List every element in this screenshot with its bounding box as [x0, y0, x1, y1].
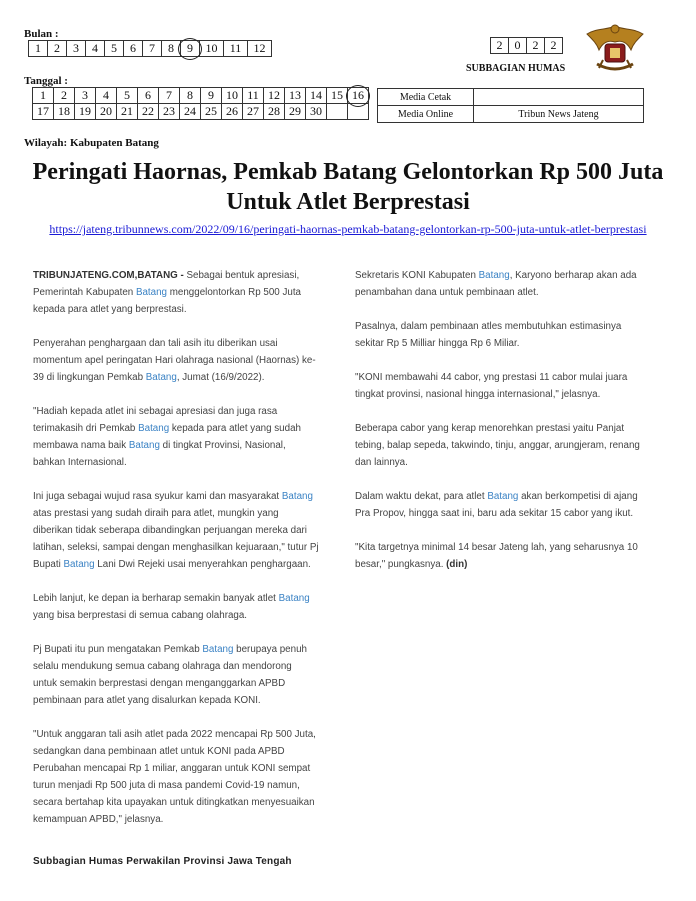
article-title: Peringati Haornas, Pemkab Batang Gelontorkan Rp 500 Juta Untuk Atlet Berprestasi [32, 159, 664, 215]
paragraph-text: Sebagai bentuk apresiasi, [186, 270, 300, 281]
paragraph-text: secara bertahap kita upayakan untuk ditingkatkan menyesuaikan [33, 797, 315, 808]
article-paragraph [33, 590, 338, 624]
date-cell: 25 [201, 104, 222, 120]
date-cell: 23 [159, 104, 180, 120]
article-paragraph [33, 641, 338, 709]
date-cell: 14 [306, 88, 327, 104]
paragraph-text: Lebih lanjut, ke depan ia berharap semakin banyak atlet [33, 593, 279, 604]
date-cell [348, 104, 369, 120]
paragraph-text: momentum apel peringatan Hari olahraga nasional (Haornas) ke- [33, 355, 316, 366]
paragraph-text: "KONI membawahi 44 cabor, yng prestasi 11 cabor mulai juara [355, 372, 628, 383]
paragraph-text: atas prestasi yang sudah diraih para atlet, mungkin yang [33, 508, 279, 519]
month-cell: 5 [105, 41, 124, 57]
date-cell: 4 [96, 88, 117, 104]
paragraph-text: diberikan tidak seberapa dibandingkan perjuangan mereka dari [33, 525, 307, 536]
paragraph-text: Pj Bupati itu pun mengatakan Pemkab [33, 644, 203, 655]
date-cell: 7 [159, 88, 180, 104]
date-cell: 20 [96, 104, 117, 120]
media-cetak-value [474, 89, 644, 106]
date-cell: 30 [306, 104, 327, 120]
paragraph-text: tebing, balap sepeda, takwindo, tinju, anggar, arungjeram, renang [355, 440, 640, 451]
date-cell: 29 [285, 104, 306, 120]
month-grid [28, 40, 272, 57]
paragraph-text: terimakasih dri Pemkab [33, 423, 139, 434]
date-cell: 2 [54, 88, 75, 104]
date-cell: 12 [264, 88, 285, 104]
paragraph-text: bahkan Internasional. [33, 457, 127, 468]
date-cell: 11 [243, 88, 264, 104]
paragraph-text: untuk semakin berprestasi dengan menganggarkan APBD [33, 678, 286, 689]
footer-label: Subbagian Humas Perwakilan Provinsi Jawa Tengah [33, 856, 292, 867]
paragraph-text: kepada para atlet yang sudah [169, 423, 301, 434]
paragraph-text: selalu mendukung semua cabang olahraga dan mendorong [33, 661, 292, 672]
year-digit-cell: 2 [527, 38, 545, 54]
paragraph-text: "Untuk anggaran tali asih atlet pada 2022 mencapai Rp 500 Juta, [33, 729, 316, 740]
paragraph-text: Lani Dwi Rejeki usai menyerahkan penghargaan. [94, 559, 311, 570]
paragraph-text: berupaya penuh [233, 644, 307, 655]
date-cell: 27 [243, 104, 264, 120]
article-paragraph [33, 403, 338, 471]
paragraph-text: "Hadiah kepada atlet ini sebagai apresiasi dan juga rasa [33, 406, 278, 417]
date-cell: 19 [75, 104, 96, 120]
paragraph-text: sedangkan dana pembinaan atlet untuk KONI pada APBD [33, 746, 285, 757]
paragraph-text: kemampuan APBD," jelasnya. [33, 814, 164, 825]
article-paragraph [33, 267, 338, 318]
batang-link[interactable]: Batang [202, 644, 234, 655]
paragraph-text: Perubahan mencapai Rp 1 miliar, anggaran untuk KONI sempat [33, 763, 311, 774]
paragraph-text: di tingkat Provinsi, Nasional, [159, 440, 286, 451]
tanggal-label: Tanggal : [24, 75, 68, 87]
paragraph-text: Pasalnya, dalam pembinaan atles membutuhkan estimasinya [355, 321, 622, 332]
date-cell: 5 [117, 88, 138, 104]
batang-link[interactable]: Batang [128, 440, 160, 451]
month-cell: 8 [162, 41, 181, 57]
paragraph-text: turun menjadi Rp 500 juta di masa pandemi Covid-19 namun, [33, 780, 300, 791]
month-cell: 3 [67, 41, 86, 57]
garuda-emblem-icon [583, 20, 647, 76]
article-paragraph [33, 335, 338, 386]
date-cell: 24 [180, 104, 201, 120]
subbagian-label: SUBBAGIAN HUMAS [466, 63, 566, 74]
date-cell: 3 [75, 88, 96, 104]
paragraph-text: latihan, seleksi, sampai dengan menghasilkan kejuaraan," tutur Pj [33, 542, 319, 553]
media-table [377, 88, 644, 123]
month-cell: 11 [224, 41, 248, 57]
batang-link[interactable]: Batang [478, 270, 510, 281]
paragraph-text: Ini juga sebagai wujud rasa syukur kami dan masyarakat [33, 491, 282, 502]
dateline: TRIBUNJATENG.COM,BATANG - [33, 270, 187, 281]
paragraph-text: menggelontorkan Rp 500 Juta [167, 287, 301, 298]
paragraph-text: kepada para atlet yang berprestasi. [33, 304, 187, 315]
article-paragraph [33, 488, 338, 573]
date-cell: 10 [222, 88, 243, 104]
month-cell: 6 [124, 41, 143, 57]
paragraph-text: "Kita targetnya minimal 14 besar Jateng lah, yang seharusnya 10 [355, 542, 638, 553]
date-cell [327, 104, 348, 120]
paragraph-text: penambahan dana untuk pembinaan atlet. [355, 287, 539, 298]
author-tag: (din) [446, 559, 468, 570]
paragraph-text: Bupati [33, 559, 64, 570]
paragraph-text: membawa nama baik [33, 440, 129, 451]
date-cell: 8 [180, 88, 201, 104]
media-online-value: Tribun News Jateng [474, 106, 644, 123]
paragraph-text: Pra Propov, hingga saat ini, baru ada sekitar 15 cabor yang ikut. [355, 508, 634, 519]
date-cell: 22 [138, 104, 159, 120]
date-cell: 6 [138, 88, 159, 104]
paragraph-text: Pemerintah Kabupaten [33, 287, 136, 298]
month-cell: 9 [181, 41, 200, 57]
paragraph-text: besar," pungkasnya. [355, 559, 447, 570]
month-cell: 4 [86, 41, 105, 57]
media-online-label: Media Online [378, 106, 474, 123]
year-grid [490, 37, 563, 54]
article-paragraph [355, 318, 665, 352]
date-cell: 18 [54, 104, 75, 120]
batang-link[interactable]: Batang [281, 491, 313, 502]
article-column-right [355, 267, 665, 590]
paragraph-text: Dalam waktu dekat, para atlet [355, 491, 488, 502]
date-cell: 15 [327, 88, 348, 104]
batang-link[interactable]: Batang [63, 559, 95, 570]
month-cell: 2 [48, 41, 67, 57]
date-cell: 17 [33, 104, 54, 120]
media-cetak-label: Media Cetak [378, 89, 474, 106]
article-paragraph [355, 420, 665, 471]
date-cell: 13 [285, 88, 306, 104]
paragraph-text: tingkat provinsi, nasional hingga internasional," jelasnya. [355, 389, 601, 400]
batang-link[interactable]: Batang [135, 287, 168, 298]
article-paragraph [355, 488, 665, 522]
month-cell: 7 [143, 41, 162, 57]
article-paragraph [355, 267, 665, 301]
year-digit-cell: 2 [545, 38, 563, 54]
paragraph-text: pembinaan para atlet yang disalurkan kepada KONI. [33, 695, 261, 706]
batang-link[interactable]: Batang [278, 593, 310, 604]
article-paragraph [33, 726, 338, 828]
year-digit-cell: 0 [509, 38, 527, 54]
paragraph-text: yang bisa berprestasi di semua cabang olahraga. [33, 610, 248, 621]
paragraph-text: dan lainnya. [355, 457, 408, 468]
date-cell: 1 [33, 88, 54, 104]
batang-link[interactable]: Batang [487, 491, 519, 502]
paragraph-text: , Karyono berharap akan ada [509, 270, 637, 281]
year-digit-cell: 2 [491, 38, 509, 54]
paragraph-text: akan berkompetisi di ajang [518, 491, 638, 502]
article-paragraph [355, 539, 665, 573]
paragraph-text: Beberapa cabor yang kerap menorehkan prestasi yaitu Panjat [355, 423, 625, 434]
date-cell: 26 [222, 104, 243, 120]
paragraph-text: , Jumat (16/9/2022). [176, 372, 265, 383]
date-grid [32, 87, 369, 120]
month-cell: 1 [29, 41, 48, 57]
article-column-left [33, 267, 338, 845]
batang-link[interactable]: Batang [138, 423, 170, 434]
paragraph-text: sekitar Rp 5 Milliar hingga Rp 6 Miliar. [355, 338, 520, 349]
bulan-label: Bulan : [24, 28, 59, 40]
paragraph-text: Sekretaris KONI Kabupaten [355, 270, 479, 281]
batang-link[interactable]: Batang [145, 372, 177, 383]
article-paragraph [355, 369, 665, 403]
paragraph-text: 39 di lingkungan Pemkab [33, 372, 146, 383]
date-cell: 21 [117, 104, 138, 120]
paragraph-text: Penyerahan penghargaan dan tali asih itu diberikan usai [33, 338, 278, 349]
wilayah-label: Wilayah: Kabupaten Batang [24, 137, 159, 149]
article-url-link[interactable]: https://jateng.tribunnews.com/2022/09/16/peringati-haornas-pemkab-batang-gelontorkan-rp-500-juta-untuk-atlet-berprestasi [49, 222, 647, 236]
date-cell: 9 [201, 88, 222, 104]
date-cell: 28 [264, 104, 285, 120]
date-cell: 16 [348, 88, 369, 104]
month-cell: 12 [248, 41, 272, 57]
month-cell: 10 [200, 41, 224, 57]
